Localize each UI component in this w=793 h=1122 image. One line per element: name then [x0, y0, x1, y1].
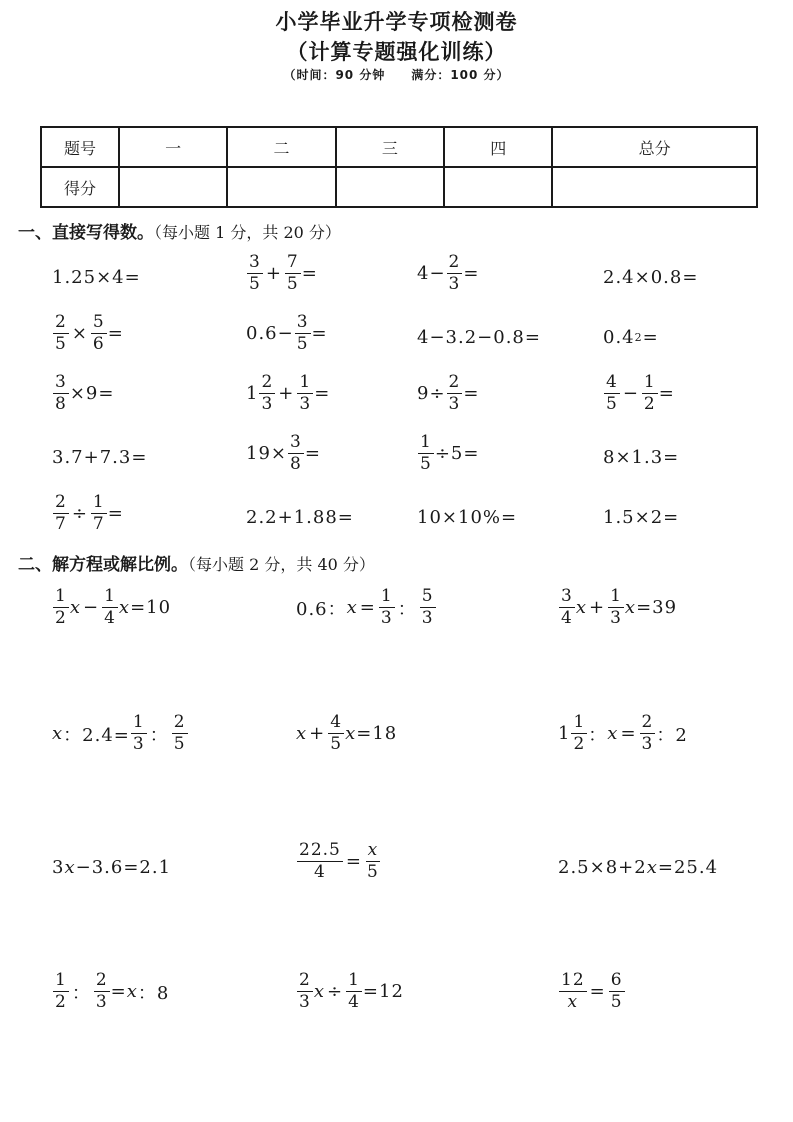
fraction: [285, 254, 301, 293]
score-header-cell: 三: [336, 127, 444, 167]
numerator: 1: [348, 970, 360, 990]
denominator: 5: [420, 454, 432, 474]
expr-text: 2.2+1.88=: [246, 506, 354, 528]
score-input-cell[interactable]: [336, 167, 444, 207]
section-2-title: 二、解方程或解比例。: [18, 555, 188, 575]
fraction: [608, 588, 624, 627]
numerator: 2: [299, 970, 311, 990]
denominator: 3: [299, 992, 311, 1012]
score-input-cell[interactable]: [444, 167, 552, 207]
fraction: [91, 314, 107, 353]
operator: ：: [397, 598, 417, 620]
operator: =: [345, 851, 362, 872]
expr-text: 0.6：: [296, 598, 347, 620]
problem-1-18: [246, 502, 354, 532]
expr-text: ÷5=: [434, 443, 480, 464]
problem-2-1: [52, 588, 171, 627]
denominator: x: [567, 992, 579, 1012]
expr-text: 9÷: [417, 383, 446, 404]
operator: +: [278, 383, 295, 404]
numerator: 2: [641, 712, 654, 732]
expr-text: =: [107, 323, 124, 344]
expr-text: 3.7+7.3=: [52, 446, 148, 468]
problem-1-15: [417, 434, 479, 473]
variable: x: [624, 597, 637, 618]
fraction: [172, 714, 188, 753]
variable: x: [52, 723, 64, 744]
score-header-cell: 一: [119, 127, 227, 167]
operator: =: [359, 597, 376, 618]
numerator: 3: [55, 372, 67, 392]
denominator: 5: [249, 274, 261, 294]
variable: x: [345, 723, 357, 744]
problem-1-12: [603, 374, 675, 413]
fraction: [559, 588, 575, 627]
expr-text: ：8: [137, 982, 170, 1004]
problem-2-3: [558, 588, 677, 627]
problem-1-3: [417, 254, 479, 293]
expr-text: =: [311, 323, 328, 344]
problem-1-19: [417, 502, 517, 532]
problem-1-20: [603, 502, 679, 532]
expr-text: 0.4: [603, 326, 635, 348]
numerator: 1: [92, 492, 105, 512]
fraction: [53, 588, 69, 627]
score-header-cell: 总分: [552, 127, 757, 167]
denominator: 4: [561, 608, 573, 628]
operator: +: [309, 723, 326, 744]
score-input-cell[interactable]: [552, 167, 757, 207]
whole-part: 1: [246, 383, 259, 404]
numerator: 1: [380, 586, 393, 606]
fraction: [609, 972, 625, 1011]
section-2-note: （每小题 2 分，共 40 分）: [188, 555, 375, 574]
fraction: [259, 374, 275, 413]
problem-1-9: [52, 374, 114, 413]
problem-1-7: [417, 322, 541, 352]
operator: =: [620, 723, 637, 744]
expr-text: =18: [356, 723, 398, 744]
expr-text: =: [110, 981, 127, 1002]
fraction: [91, 494, 107, 533]
problem-1-5: [52, 314, 124, 353]
expr-text: =: [314, 383, 331, 404]
numerator: 2: [95, 970, 108, 990]
denominator: 2: [55, 608, 67, 628]
numerator: 22.5: [299, 840, 341, 860]
numerator: 5: [92, 312, 105, 332]
variable: x: [646, 856, 658, 878]
denominator: 2: [55, 992, 67, 1012]
fraction: [420, 588, 436, 627]
score-input-cell[interactable]: [227, 167, 335, 207]
fraction: [53, 972, 69, 1011]
denominator: 3: [641, 734, 654, 754]
denominator: 4: [104, 608, 116, 628]
problem-2-11: [296, 972, 404, 1011]
denominator: 5: [606, 394, 618, 414]
fraction: [94, 972, 110, 1011]
numerator: 2: [55, 492, 67, 512]
fraction: [297, 842, 343, 881]
score-header-cell: 四: [444, 127, 552, 167]
numerator: 2: [448, 372, 461, 392]
expr-text: 8×1.3=: [603, 446, 680, 468]
problem-1-8: [603, 322, 659, 352]
denominator: 6: [92, 334, 105, 354]
denominator: 3: [95, 992, 108, 1012]
denominator: 5: [610, 992, 623, 1012]
problem-2-12: [558, 972, 626, 1011]
denominator: 7: [92, 514, 105, 534]
expr-text: =39: [636, 597, 678, 618]
expr-text: =: [463, 263, 480, 284]
numerator: 4: [606, 372, 618, 392]
section-1-heading: [18, 218, 341, 243]
denominator: 5: [173, 734, 186, 754]
fraction: [346, 972, 362, 1011]
expr-text: 3: [52, 856, 65, 878]
problem-1-13: [52, 442, 147, 472]
denominator: 3: [610, 608, 622, 628]
denominator: 8: [290, 454, 302, 474]
whole-part: 1: [558, 723, 571, 744]
exam-info: （时间：90 分钟 满分：100 分）: [283, 68, 510, 82]
denominator: 3: [299, 394, 312, 414]
denominator: 5: [296, 334, 309, 354]
page-subtitle: （计算专题强化训练）: [286, 40, 507, 64]
fraction: [447, 374, 463, 413]
fraction: [288, 434, 304, 473]
fraction: [328, 714, 344, 753]
expr-text: =: [642, 326, 659, 348]
expr-text: ：2: [656, 724, 688, 746]
denominator: 5: [330, 734, 343, 754]
numerator: 1: [132, 712, 145, 732]
expr-text: 4−: [417, 263, 446, 284]
problem-1-14: [246, 434, 321, 473]
expr-text: 2.5×8+2: [558, 856, 647, 878]
problem-1-16: [603, 442, 679, 472]
section-1-title: 一、直接写得数。: [18, 223, 154, 243]
fraction: [571, 714, 587, 753]
numerator: x: [367, 840, 379, 860]
expr-text: =10: [130, 597, 172, 618]
numerator: 7: [286, 252, 299, 272]
section-2-heading: [18, 550, 375, 575]
denominator: 7: [55, 514, 67, 534]
fraction: [379, 588, 395, 627]
problem-2-10: [52, 972, 169, 1011]
score-input-cell[interactable]: [119, 167, 227, 207]
numerator: 1: [55, 586, 67, 606]
problem-1-4: [603, 262, 698, 292]
variable: x: [346, 597, 358, 618]
problem-1-11: [417, 374, 479, 413]
numerator: 1: [55, 970, 67, 990]
variable: x: [313, 981, 325, 1002]
fraction: [297, 374, 313, 413]
fraction: [131, 714, 147, 753]
operator: ÷: [326, 981, 344, 1002]
score-header-cell: 题号: [41, 127, 119, 167]
variable: x: [64, 856, 76, 878]
expr-text: −3.6=2.1: [75, 856, 172, 878]
problem-2-8: [296, 842, 382, 881]
problem-2-7: [52, 852, 171, 882]
expr-text: ：2.4=: [63, 724, 130, 746]
expr-text: 0.6−: [246, 323, 294, 344]
fraction: [53, 494, 69, 533]
operator: ：: [149, 724, 169, 746]
numerator: 2: [448, 252, 461, 272]
fraction: [53, 314, 69, 353]
operator: ×: [71, 323, 88, 344]
problem-2-4: [52, 714, 189, 753]
fraction: [53, 374, 69, 413]
operator: −: [82, 597, 100, 618]
denominator: 3: [448, 394, 461, 414]
numerator: 1: [643, 372, 656, 392]
expr-text: =: [301, 263, 318, 284]
operator: +: [588, 597, 606, 618]
variable: x: [69, 597, 81, 618]
numerator: 1: [610, 586, 622, 606]
fraction: [604, 374, 620, 413]
expr-text: 4−3.2−0.8=: [417, 326, 541, 348]
section-1-note: （每小题 1 分，共 20 分）: [154, 223, 341, 242]
denominator: 4: [314, 862, 326, 882]
problem-1-17: [52, 494, 124, 533]
score-table-header-row: [41, 127, 757, 167]
expr-text: =: [304, 443, 321, 464]
expr-text: 1.25×4=: [52, 266, 141, 288]
problem-1-2: [246, 254, 318, 293]
denominator: 3: [132, 734, 145, 754]
variable: x: [118, 597, 131, 618]
fraction: [559, 972, 587, 1011]
expr-text: ×9=: [69, 383, 115, 404]
denominator: 5: [286, 274, 299, 294]
numerator: 1: [573, 712, 586, 732]
numerator: 1: [104, 586, 116, 606]
denominator: 2: [643, 394, 656, 414]
denominator: 5: [55, 334, 67, 354]
fraction: [102, 588, 118, 627]
fraction: [365, 842, 381, 881]
problem-2-6: [558, 714, 688, 753]
fraction: [247, 254, 263, 293]
numerator: 1: [420, 432, 432, 452]
operator: −: [622, 383, 639, 404]
exponent: 2: [634, 330, 643, 344]
numerator: 2: [55, 312, 67, 332]
expr-text: 1.5×2=: [603, 506, 680, 528]
page-title: 小学毕业升学专项检测卷: [275, 10, 518, 34]
numerator: 2: [261, 372, 274, 392]
numerator: 12: [561, 970, 585, 990]
operator: ：: [71, 982, 91, 1004]
operator: +: [265, 263, 282, 284]
denominator: 3: [380, 608, 393, 628]
problem-2-9: [558, 852, 718, 882]
fraction: [642, 374, 658, 413]
operator: =: [589, 981, 606, 1002]
numerator: 3: [296, 312, 309, 332]
score-row-label: 得分: [41, 167, 119, 207]
numerator: 5: [421, 586, 434, 606]
variable: x: [296, 723, 308, 744]
expr-text: 2.4×0.8=: [603, 266, 699, 288]
problem-1-10: [246, 374, 330, 413]
denominator: 8: [55, 394, 67, 414]
numerator: 1: [299, 372, 312, 392]
variable: x: [126, 981, 138, 1002]
expr-text: =25.4: [657, 856, 719, 878]
expr-text: =12: [362, 981, 404, 1002]
expr-text: ：: [588, 724, 608, 746]
numerator: 6: [610, 970, 623, 990]
denominator: 3: [448, 274, 461, 294]
numerator: 3: [561, 586, 573, 606]
score-header-cell: 二: [227, 127, 335, 167]
expr-text: 19×: [246, 443, 287, 464]
denominator: 3: [421, 608, 434, 628]
fraction: [447, 254, 463, 293]
problem-1-6: [246, 314, 328, 353]
denominator: 4: [348, 992, 360, 1012]
numerator: 2: [173, 712, 186, 732]
numerator: 3: [290, 432, 302, 452]
problem-2-2: [296, 588, 437, 627]
denominator: 3: [261, 394, 274, 414]
score-table: [40, 126, 758, 208]
denominator: 5: [366, 862, 379, 882]
fraction: [640, 714, 656, 753]
denominator: 2: [573, 734, 586, 754]
variable: x: [575, 597, 587, 618]
problem-1-1: [52, 262, 141, 292]
numerator: 3: [249, 252, 261, 272]
expr-text: =: [463, 383, 480, 404]
fraction: [297, 972, 313, 1011]
problem-2-5: [296, 714, 397, 753]
expr-text: =: [107, 503, 124, 524]
fraction: [418, 434, 434, 473]
operator: ÷: [71, 503, 88, 524]
numerator: 4: [330, 712, 343, 732]
expr-text: 10×10%=: [417, 506, 518, 528]
fraction: [295, 314, 311, 353]
score-table-score-row: [41, 167, 757, 207]
expr-text: =: [658, 383, 675, 404]
variable: x: [607, 723, 619, 744]
